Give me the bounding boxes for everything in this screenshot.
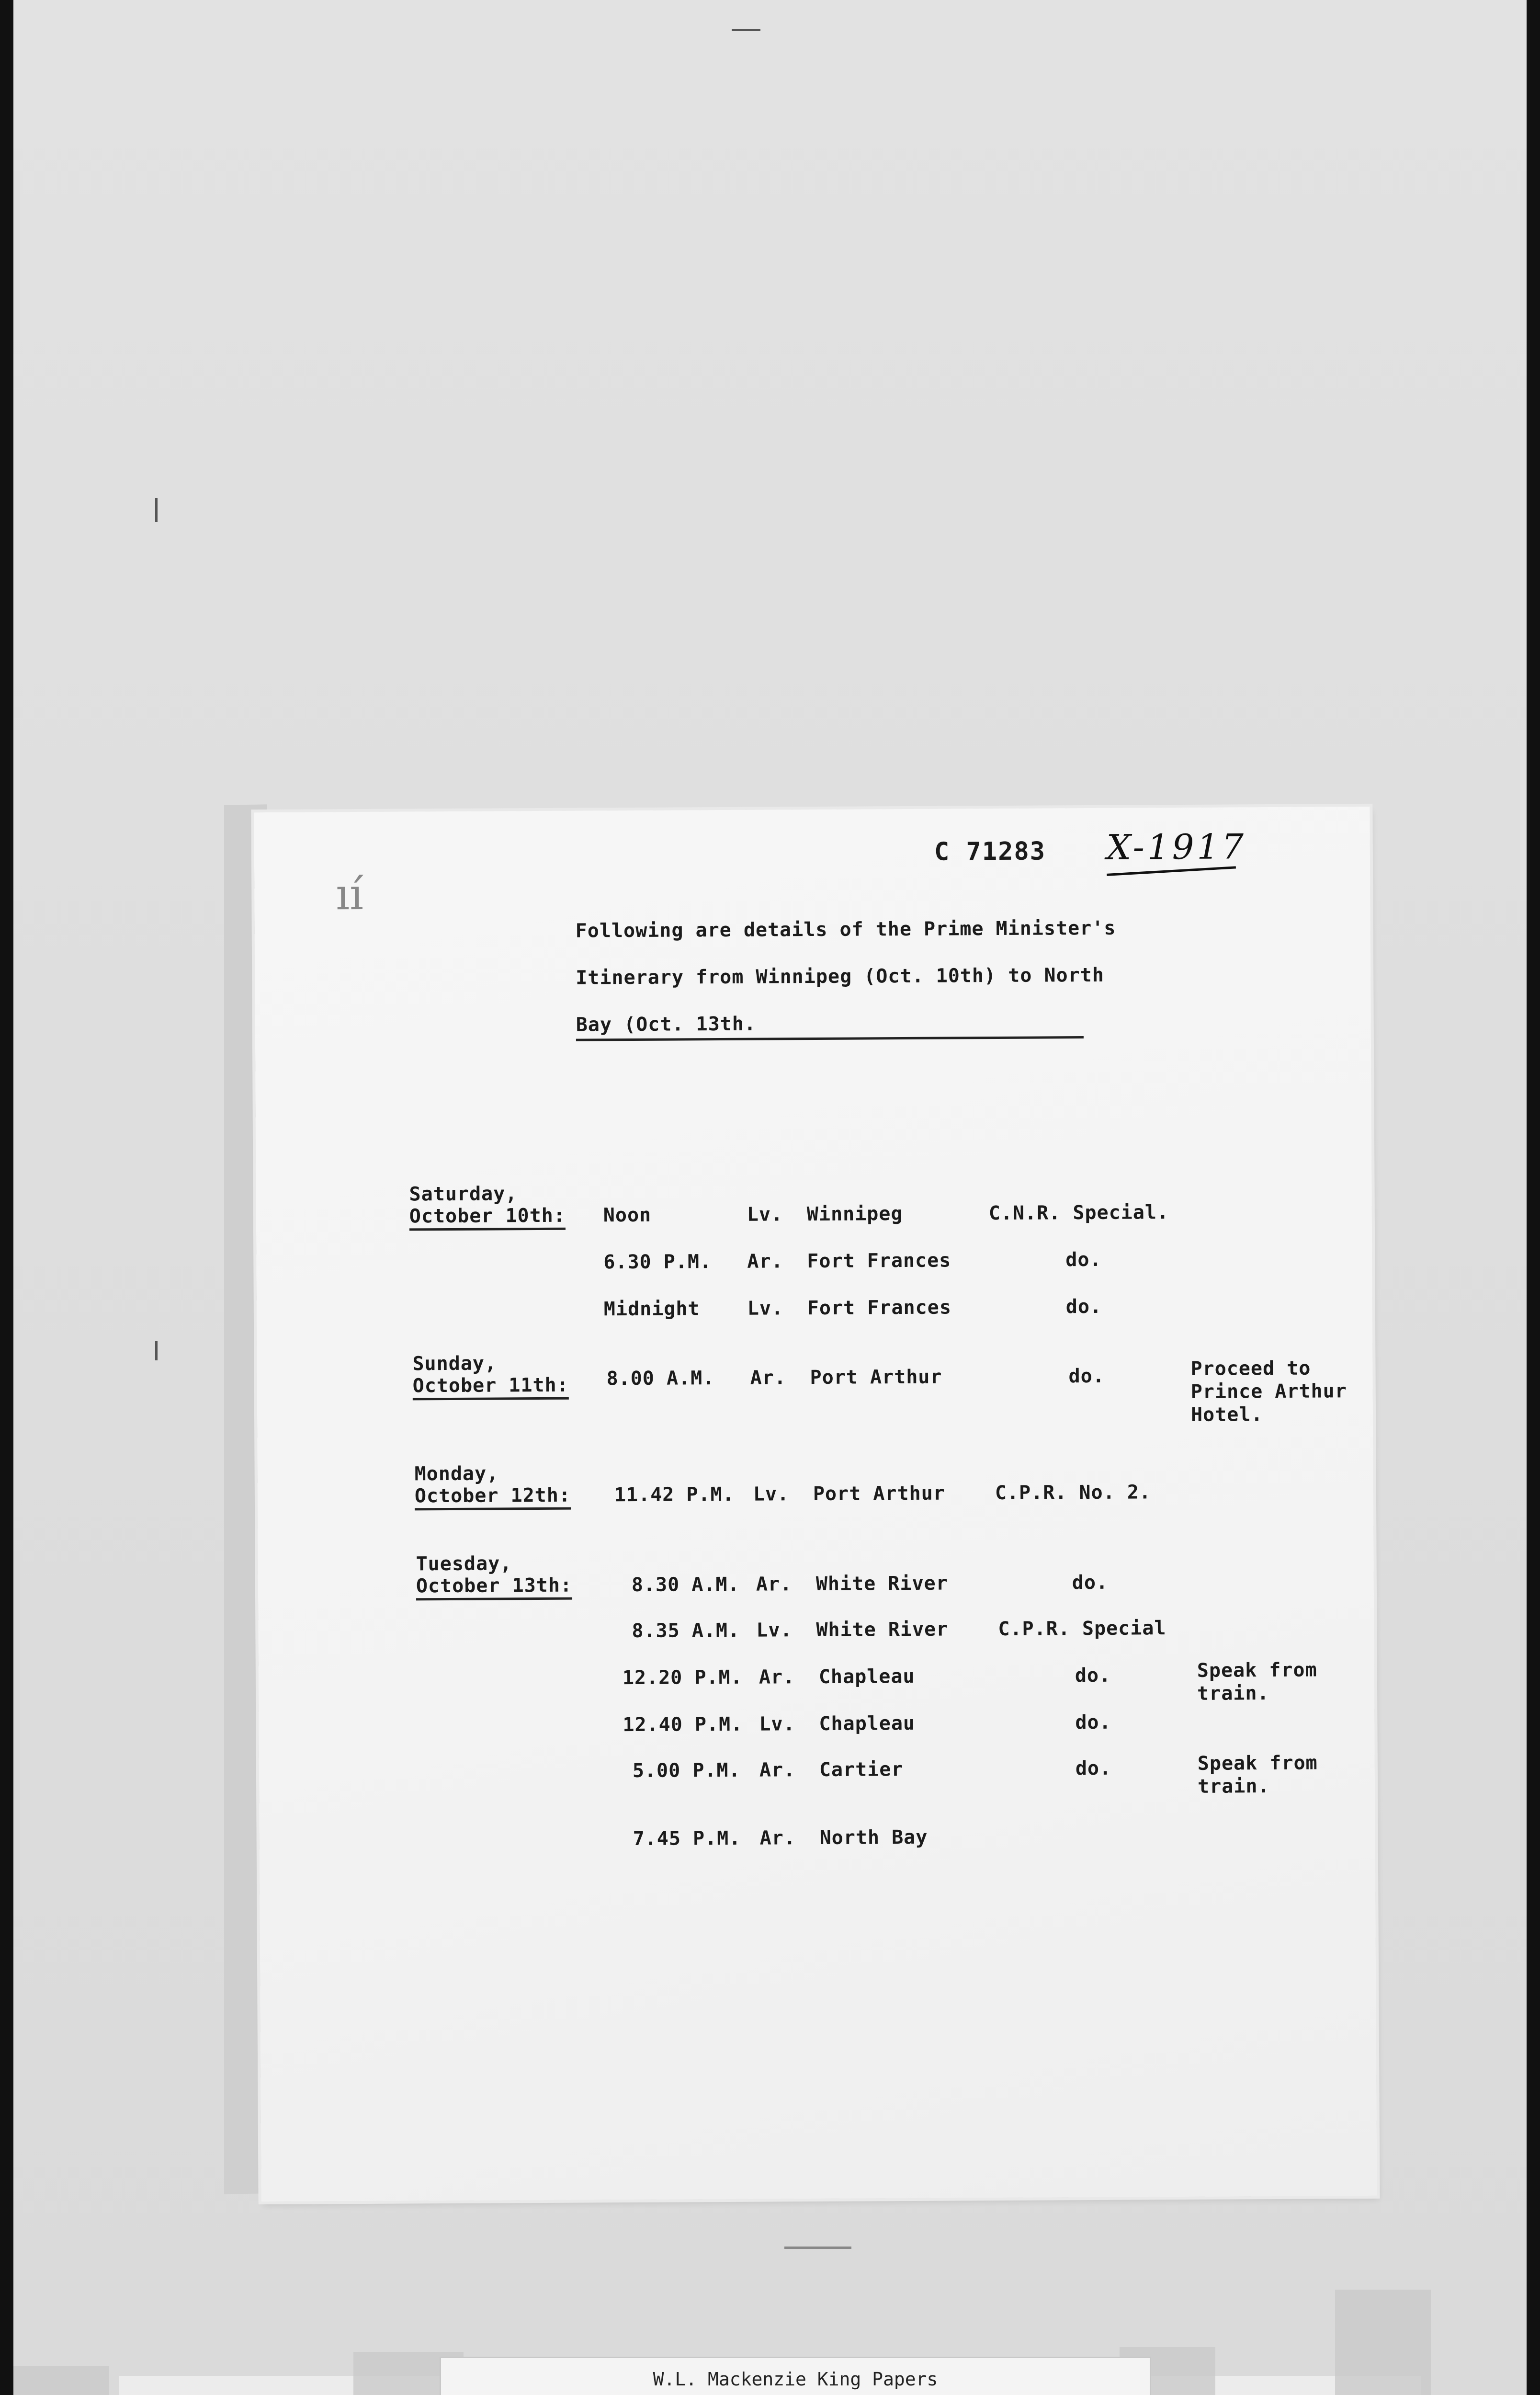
row-time: 8.00 A.M. (606, 1367, 715, 1390)
row-note: Speak from train. (1197, 1752, 1318, 1798)
date-october-13: October 13th: (416, 1574, 572, 1601)
collection-label (440, 2357, 1151, 2395)
row-place: Chapleau (818, 1665, 915, 1688)
row-time: 5.00 P.M. (632, 1759, 741, 1782)
row-train: C.P.R. No. 2. (995, 1481, 1152, 1505)
day-saturday: Saturday, (409, 1183, 518, 1206)
tape-left (13, 2366, 109, 2395)
heading-underline (576, 1036, 1084, 1041)
row-train: do. (1065, 1248, 1102, 1271)
row-place: Winnipeg (806, 1203, 903, 1226)
row-time: 8.35 A.M. (632, 1619, 740, 1642)
film-mark (155, 1341, 158, 1360)
row-time: Midnight (603, 1298, 700, 1321)
row-action: Lv. (753, 1483, 790, 1505)
row-action: Lv. (747, 1203, 783, 1226)
heading-line-1: Following are details of the Prime Minister's (575, 917, 1116, 942)
row-action: Ar. (759, 1666, 795, 1688)
film-mark (784, 2247, 851, 2249)
row-place: White River (816, 1618, 949, 1641)
date-october-10: October 10th: (409, 1205, 566, 1231)
row-place: North Bay (819, 1826, 928, 1849)
row-train: do. (1065, 1295, 1102, 1318)
row-action: Ar. (759, 1827, 796, 1849)
day-monday: Monday, (414, 1462, 499, 1485)
row-train: do. (1075, 1711, 1111, 1734)
row-time: 11.42 P.M. (614, 1483, 735, 1506)
row-place: Port Arthur (813, 1482, 945, 1505)
row-train: C.N.R. Special. (988, 1201, 1169, 1225)
reference-number: C 71283 (934, 837, 1046, 867)
row-action: Lv. (756, 1619, 793, 1642)
row-train: do. (1068, 1365, 1105, 1388)
date-october-11: October 11th: (413, 1374, 569, 1401)
row-train: C.P.R. Special (998, 1617, 1166, 1641)
row-train: do. (1075, 1757, 1112, 1780)
row-action: Ar. (747, 1250, 783, 1273)
row-time: 12.20 P.M. (622, 1666, 743, 1689)
film-mark (155, 498, 158, 522)
row-action: Lv. (759, 1713, 795, 1735)
row-train: do. (1075, 1664, 1111, 1687)
row-time: Noon (603, 1204, 652, 1227)
pencil-mark: ıí (336, 869, 364, 920)
day-tuesday: Tuesday, (416, 1552, 512, 1575)
row-place: Fort Frances (807, 1296, 951, 1320)
itinerary-paper (254, 807, 1377, 2201)
tape-right (1335, 2290, 1431, 2395)
row-time: 7.45 P.M. (633, 1827, 741, 1850)
row-place: Cartier (819, 1758, 904, 1781)
row-time: 8.30 A.M. (631, 1573, 740, 1597)
row-note: Speak from train. (1197, 1659, 1317, 1705)
day-sunday: Sunday, (412, 1352, 497, 1375)
row-note: Proceed to Prince Arthur Hotel. (1190, 1357, 1347, 1426)
row-place: White River (815, 1572, 948, 1595)
row-place: Chapleau (819, 1712, 916, 1735)
row-action: Ar. (759, 1759, 796, 1781)
heading-line-3: Bay (Oct. 13th. (576, 1013, 757, 1036)
heading-line-2: Itinerary from Winnipeg (Oct. 10th) to North (576, 964, 1104, 989)
label-collection-name: W.L. Mackenzie King Papers (653, 2369, 938, 2390)
film-mark (732, 29, 760, 31)
date-october-12: October 12th: (415, 1484, 571, 1511)
row-time: 6.30 P.M. (603, 1251, 712, 1274)
row-action: Ar. (750, 1367, 786, 1389)
row-place: Port Arthur (810, 1366, 942, 1389)
row-place: Fort Frances (807, 1249, 951, 1273)
row-train: do. (1072, 1571, 1109, 1594)
row-action: Ar. (756, 1573, 793, 1596)
scan-background (13, 0, 1527, 2395)
row-action: Lv. (747, 1297, 784, 1320)
handwritten-underline (1107, 866, 1236, 876)
handwritten-note: X-1917 (1106, 826, 1247, 867)
row-time: 12.40 P.M. (623, 1713, 743, 1736)
